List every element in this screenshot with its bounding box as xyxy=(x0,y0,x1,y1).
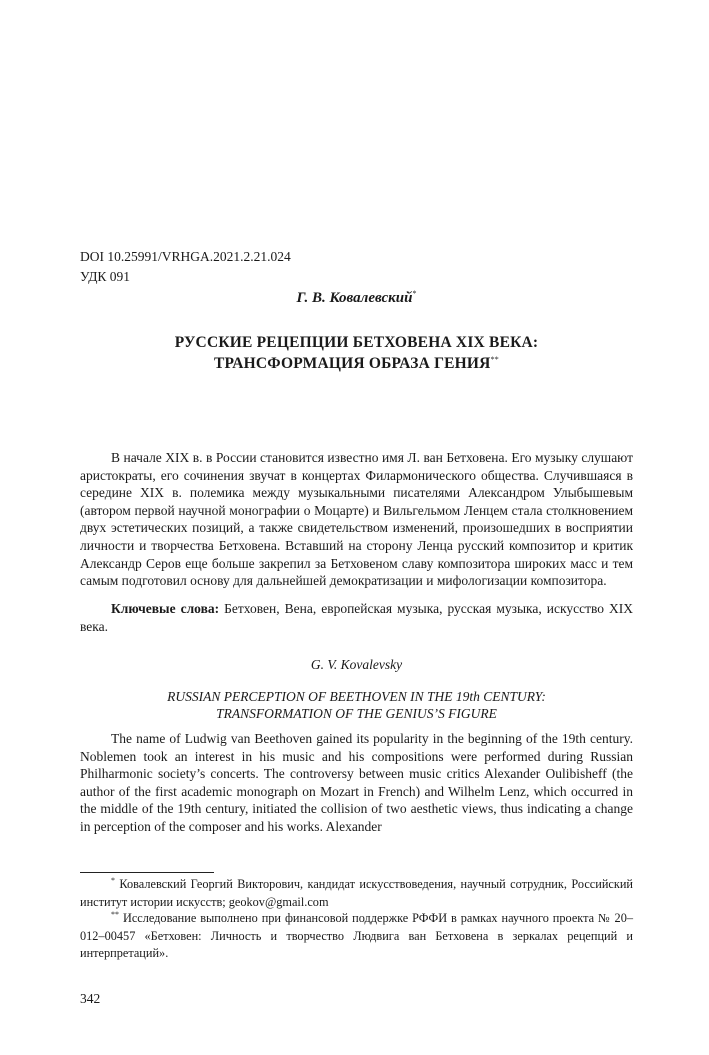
title-en xyxy=(80,688,633,722)
author-ru-name: Г. В. Ковалевский xyxy=(296,290,413,306)
title-footnote-mark: ** xyxy=(490,354,499,364)
paper-page xyxy=(80,0,633,1055)
author-ru xyxy=(80,290,633,307)
footnote-1-text: Ковалевский Георгий Викторович, кандидат искусствоведения, научный сотрудник, Российский институт истории искусств; geokov@gmail.com xyxy=(80,877,633,909)
footnote-1 xyxy=(80,876,633,911)
title-ru-line1: РУССКИЕ РЕЦЕПЦИИ БЕТХОВЕНА XIX ВЕКА: xyxy=(174,334,539,351)
page-number: 342 xyxy=(80,991,101,1006)
footnote-2-text: Исследование выполнено при финансовой поддержке РФФИ в рамках научного проекта № 20–012–00457 «Бетховен: Личность и творчество Людвига ван Бетховена в зеркалах рецепций и интерпретаций». xyxy=(80,911,633,960)
footnote-2-mark: ** xyxy=(111,909,119,919)
keywords-text: Бетховен, Вена, европейская музыка, русская музыка, искусство XIX века. xyxy=(80,601,633,634)
doi-line: DOI 10.25991/VRHGA.2021.2.21.024 xyxy=(80,249,291,264)
keywords-label: Ключевые слова: xyxy=(111,601,220,616)
author-footnote-mark: * xyxy=(412,289,417,298)
author-en: G. V. Kovalevsky xyxy=(310,657,403,672)
udk-line: УДК 091 xyxy=(80,269,131,284)
title-en-line2: TRANSFORMATION OF THE GENIUS’S FIGURE xyxy=(216,706,497,721)
title-ru xyxy=(80,332,633,374)
footnote-divider xyxy=(80,872,214,873)
footnote-2 xyxy=(80,910,633,963)
title-en-line1: RUSSIAN PERCEPTION OF BEETHOVEN IN THE 19th CENTURY: xyxy=(167,689,546,704)
abstract-en: The name of Ludwig van Beethoven gained its popularity in the beginning of the 19th century. Noblemen took an interest in his music and his compositions were performed during Russian Philharmonic society’s concerts. The controversy between music critics Alexander Oulibisheff (the author of the first academic monograph on Mozart in French) and Wilhelm Lenz, which occurred in the middle of the 19th century, initiated the collision of two aesthetic views, thus indicating a change in perception of the composer and his works. Alexander xyxy=(80,731,633,834)
abstract-ru: В начале XIX в. в России становится известно имя Л. ван Бетховена. Его музыку слушают аристократы, его сочинения звучат в концертах Филармонического общества. Случившаяся в середине XIX в. полемика между музыкальными писателями Александром Улыбышевым (автором первой научной монографии о Моцарте) и Вильгельмом Ленцем стала столкновением двух эстетических позиций, а также свидетельством изменений, произошедших в восприятии личности и творчества Бетховена. Вставший на сторону Ленца русский композитор и критик Александр Серов еще больше закрепил за Бетховеном славу композитора широких масс и тем самым подготовил основу для дальнейшей демократизации и мифологизации композитора. xyxy=(80,450,633,589)
footnote-1-mark: * xyxy=(111,875,115,885)
title-ru-line2: ТРАНСФОРМАЦИЯ ОБРАЗА ГЕНИЯ xyxy=(214,355,491,372)
title-ru-line2-wrap xyxy=(80,353,633,374)
keywords-ru xyxy=(80,600,633,635)
